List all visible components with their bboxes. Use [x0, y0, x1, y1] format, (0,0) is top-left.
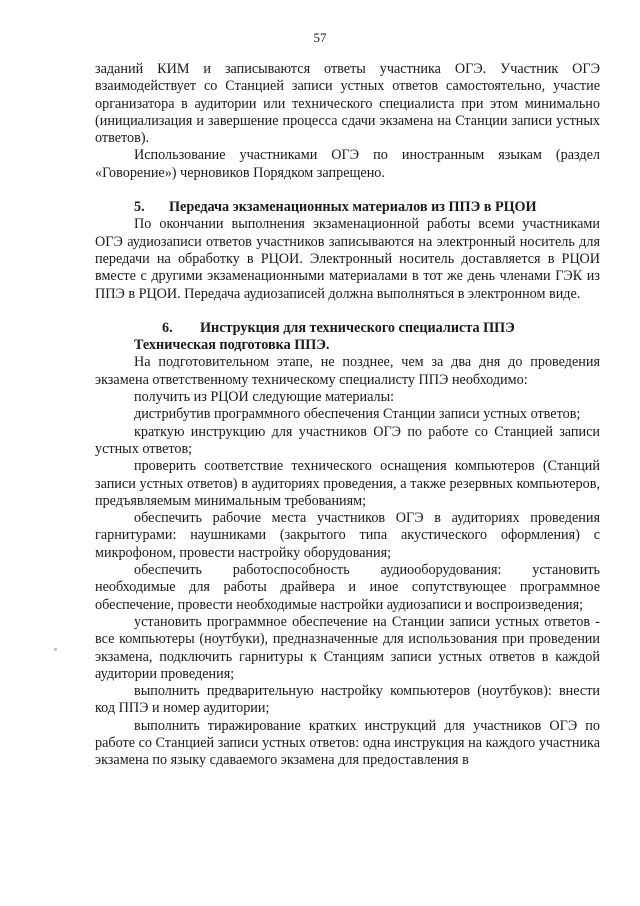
section-6-number: 6. [162, 319, 173, 336]
page-content [95, 61, 600, 770]
list-item: дистрибутив программного обеспечения Станции записи устных ответов; [134, 406, 581, 423]
list-item: краткую инструкцию для участников ОГЭ по работе со Станцией записи устных ответов; [95, 423, 600, 457]
list-item: проверить соответствие технического оснащения компьютеров (Станций записи устных ответов) в аудиториях проведения, а также резервных компьютеров, предъявляемым минимальным требованиям; [95, 458, 600, 509]
paragraph-continuation: заданий КИМ и записываются ответы участника ОГЭ. Участник ОГЭ взаимодействует со Станцией записи устных ответов самостоятельно, участие организатора в аудитории или технического специалиста при этом минимально (инициализация и завершение процесса сдачи экзамена на Станции записи устных ответов). [95, 61, 600, 147]
section-5-heading [95, 199, 600, 216]
scan-speck [54, 648, 57, 651]
list-item: обеспечить работоспособность аудиооборудования: установить необходимые для работы драйвера и иное сопутствующее программное обеспечение, провести необходимые настройки аудиозаписи и воспроизведения; [95, 562, 600, 613]
list-item: На подготовительном этапе, не позднее, чем за два дня до проведения экзамена ответственному техническому специалисту ППЭ необходимо: [95, 354, 600, 388]
section-6-heading [95, 320, 600, 337]
paragraph-drafts-prohibited: Использование участниками ОГЭ по иностранным языкам (раздел «Говорение») черновиков Порядком запрещено. [95, 147, 600, 181]
section-5-number: 5. [134, 199, 145, 216]
list-item: обеспечить рабочие места участников ОГЭ в аудиториях проведения гарнитурами: наушниками (закрытого типа акустического оформления) с микрофоном, провести настройку оборудования; [95, 510, 600, 561]
list-item: выполнить предварительную настройку компьютеров (ноутбуков): внести код ППЭ и номер аудитории; [95, 683, 600, 717]
list-item: получить из РЦОИ следующие материалы: [134, 389, 395, 406]
section-6-title: Инструкция для технического специалиста ППЭ [200, 319, 515, 336]
section-6-subtitle: Техническая подготовка ППЭ. [134, 337, 330, 354]
list-item: установить программное обеспечение на Станции записи устных ответов - все компьютеры (ноутбуки), предназначенные для использования при проведении экзамена, подключить гарнитуры к Станциям записи устных ответов в каждой аудитории проведения; [95, 613, 600, 682]
section-5-text: По окончании выполнения экзаменационной работы всеми участниками ОГЭ аудиозаписи ответов участников записываются на электронный носитель для передачи на обработку в РЦОИ. Электронный носитель доставляется в РЦОИ вместе с другими экзаменационными материалами в тот же день членами ГЭК из ППЭ в РЦОИ. Передача аудиозаписей должна выполняться в электронном виде. [95, 216, 600, 302]
list-item: выполнить тиражирование кратких инструкций для участников ОГЭ по работе со Станцией записи устных ответов: одна инструкция на каждого участника экзамена по языку сдаваемого экзамена для предоставления в [95, 717, 600, 769]
section-5-title: Передача экзаменационных материалов из ППЭ в РЦОИ [169, 199, 537, 216]
page-number: 57 [313, 30, 327, 45]
